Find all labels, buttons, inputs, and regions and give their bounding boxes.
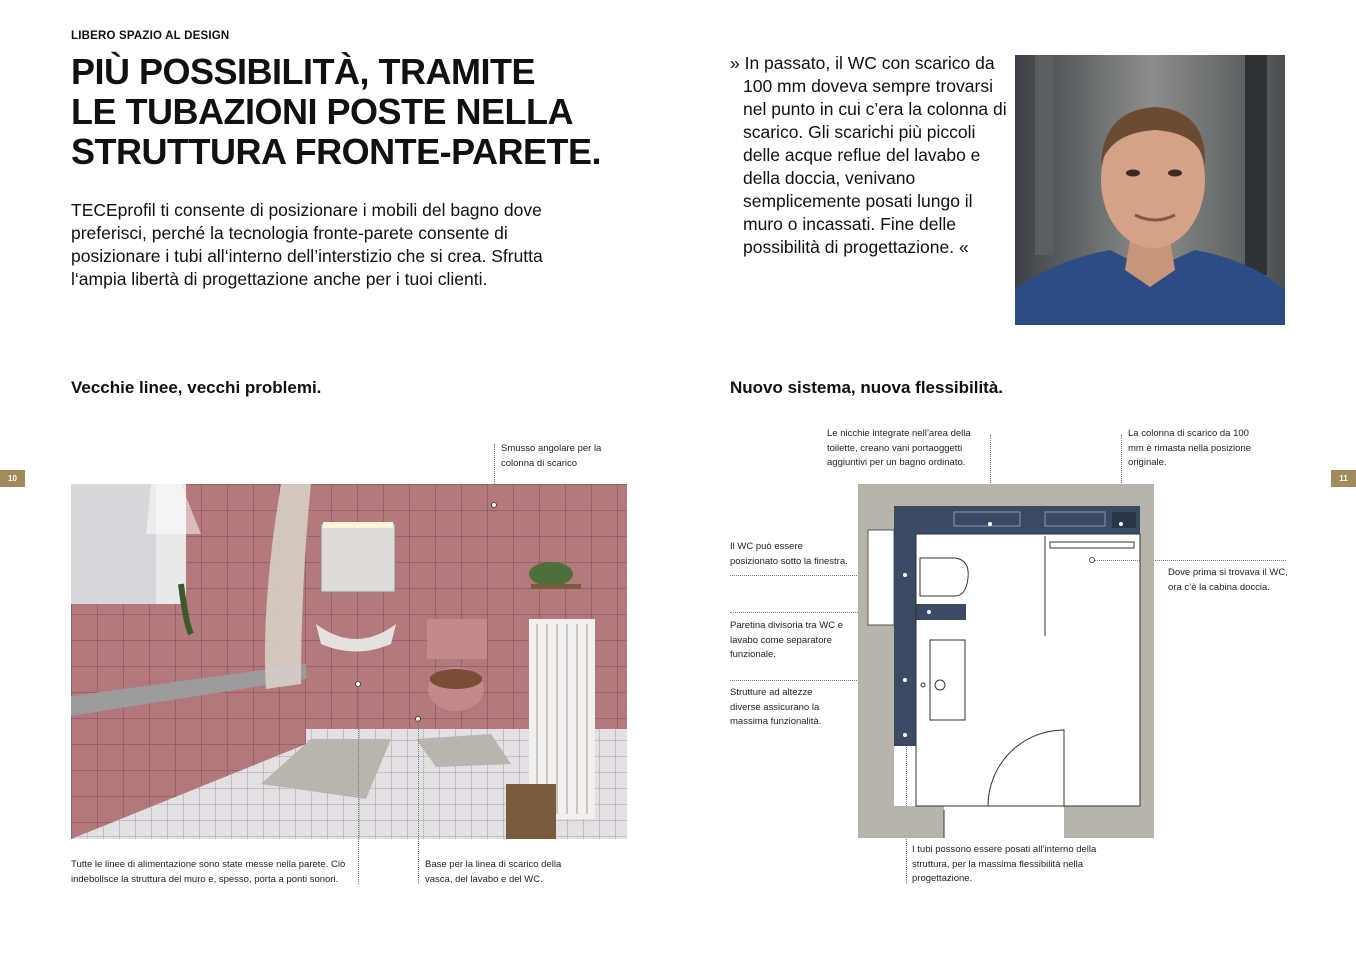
floor-plan-diagram: [850, 480, 1160, 840]
headline-line: LE TUBAZIONI POSTE NELLA: [71, 91, 574, 132]
caption-corner-chamfer: Smusso angolare per la colonna di scarico: [501, 443, 602, 469]
page-number-right: 11: [1331, 470, 1356, 487]
caption-wc-window: Il WC può essere posizionato sotto la finestra.: [730, 541, 848, 567]
testimonial-quote: [730, 52, 1010, 259]
section-title-new: Nuovo sistema, nuova flessibilità.: [730, 378, 1004, 397]
headline-line: PIÙ POSSIBILITÀ, TRAMITE: [71, 51, 536, 92]
page-number-left: 10: [0, 470, 25, 487]
leader-line: [358, 686, 359, 884]
intro-paragraph: TECEprofil ti consente di posizionare i mobili del bagno dove preferisci, perché la tecnologia fronte-parete consente di posizionare i tubi all‘interno dell’interstizio che si crea. Sfrutta l‘ampia libertà di progettazione anche per i tuoi clienti.: [71, 200, 543, 289]
page-headline: [71, 52, 631, 172]
headline-line: STRUTTURA FRONTE-PARETE.: [71, 131, 601, 172]
caption-partition: Paretina divisoria tra WC e lavabo come separatore funzionale.: [730, 620, 843, 660]
caption-heights: Strutture ad altezze diverse assicurano la massima funzionalità.: [730, 687, 822, 727]
section-eyebrow: LIBERO SPAZIO AL DESIGN: [71, 30, 230, 42]
caption-supply-lines: Tutte le linee di alimentazione sono state messe nella parete. Ciò indebolisce la struttura del muro e, spesso, porta a ponti sonori.: [71, 859, 346, 885]
caption-niches: Le nicchie integrate nell’area della toilette, creano vani portaoggetti aggiuntivi per un bagno ordinato.: [827, 428, 971, 468]
portrait-photo: [1015, 55, 1285, 325]
caption-drain-base: Base per la linea di scarico della vasca, del lavabo e del WC.: [425, 859, 562, 885]
old-bathroom-photo: [71, 484, 627, 839]
caption-drain-column: La colonna di scarico da 100 mm è rimasta nella posizione originale.: [1128, 428, 1252, 468]
caption-pipes: I tubi possono essere posati all’interno della struttura, per la massima flessibilità nella progettazione.: [912, 844, 1097, 884]
quote-text: » In passato, il WC con scarico da 100 mm doveva sempre trovarsi nel punto in cui c’era la colonna di scarico. Gli scarichi più piccoli delle acque reflue del lavabo e della doccia, venivano semplicemente posati lungo il muro o incassati. Fine delle possibilità di progettazione. «: [730, 53, 1007, 257]
section-title-old: Vecchie linee, vecchi problemi.: [71, 378, 322, 397]
leader-line: [418, 720, 419, 884]
caption-shower: Dove prima si trovava il WC, ora c’è la cabina doccia.: [1168, 567, 1288, 593]
